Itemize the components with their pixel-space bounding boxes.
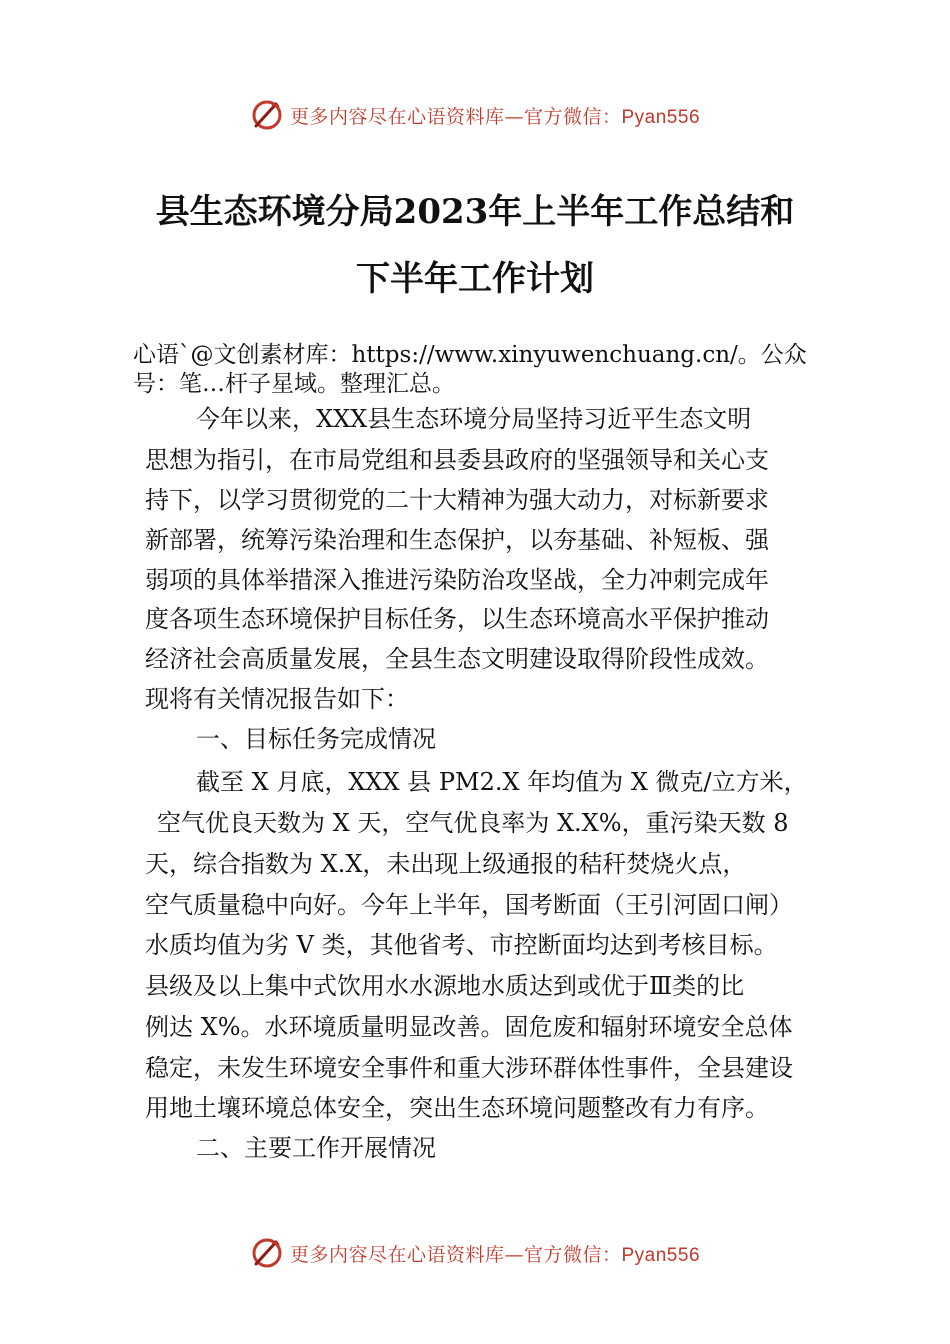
paragraph-line: 空气优良天数为 X 天，空气优良率为 X.X%，重污染天数 8	[157, 809, 789, 837]
source-note-line-1: 心语`@文创素材库：https://www.xinyuwenchuang.cn/。公众	[133, 342, 807, 368]
paragraph-line: 现将有关情况报告如下：	[145, 685, 409, 713]
watermark-header	[0, 95, 950, 135]
paragraph-line: 天，综合指数为 X.X，未出现上级通报的秸秆焚烧火点，	[145, 850, 747, 878]
paragraph-line: 例达 X%。水环境质量明显改善。固危废和辐射环境安全总体	[145, 1013, 793, 1041]
paragraph-line: 度各项生态环境保护目标任务，以生态环境高水平保护推动	[145, 605, 769, 633]
paragraph-line: 弱项的具体举措深入推进污染防治攻坚战，全力冲刺完成年	[145, 566, 769, 594]
paragraph-line: 截至 X 月底，XXX 县 PM2.X 年均值为 X 微克/立方米，	[196, 768, 808, 796]
paragraph-line: 空气质量稳中向好。今年上半年，国考断面（王引河固口闸）	[145, 891, 793, 919]
paragraph-line: 持下，以学习贯彻党的二十大精神为强大动力，对标新要求	[145, 486, 769, 514]
watermark-footer	[0, 1233, 950, 1273]
paragraph-line: 经济社会高质量发展，全县生态文明建设取得阶段性成效。	[145, 645, 769, 673]
paragraph-line: 县级及以上集中式饮用水水源地水质达到或优于Ⅲ类的比	[145, 972, 745, 1000]
paragraph-line: 今年以来，XXX县生态环境分局坚持习近平生态文明	[196, 405, 752, 433]
document-title-line-1: 县生态环境分局2023年上半年工作总结和	[155, 192, 795, 232]
document-title-line-2: 下半年工作计划	[356, 259, 594, 299]
section-heading-1: 一、目标任务完成情况	[196, 725, 436, 753]
watermark-text: 更多内容尽在心语资料库—官方微信：Pyan556	[289, 105, 701, 128]
source-note-line-2: 号：笔…杆子星域。整理汇总。	[133, 371, 455, 397]
paragraph-line: 用地土壤环境总体安全，突出生态环境问题整改有力有序。	[145, 1094, 769, 1122]
brush-logo-icon	[250, 1236, 284, 1270]
section-heading-2: 二、主要工作开展情况	[196, 1134, 436, 1162]
paragraph-line: 新部署，统筹污染治理和生态保护，以夯基础、补短板、强	[145, 526, 769, 554]
paragraph-line: 稳定，未发生环境安全事件和重大涉环群体性事件，全县建设	[145, 1054, 793, 1082]
paragraph-line: 水质均值为劣 V 类，其他省考、市控断面均达到考核目标。	[145, 931, 778, 959]
paragraph-line: 思想为指引，在市局党组和县委县政府的坚强领导和关心支	[145, 446, 769, 474]
watermark-text: 更多内容尽在心语资料库—官方微信：Pyan556	[289, 1243, 701, 1266]
brush-logo-icon	[250, 98, 284, 132]
